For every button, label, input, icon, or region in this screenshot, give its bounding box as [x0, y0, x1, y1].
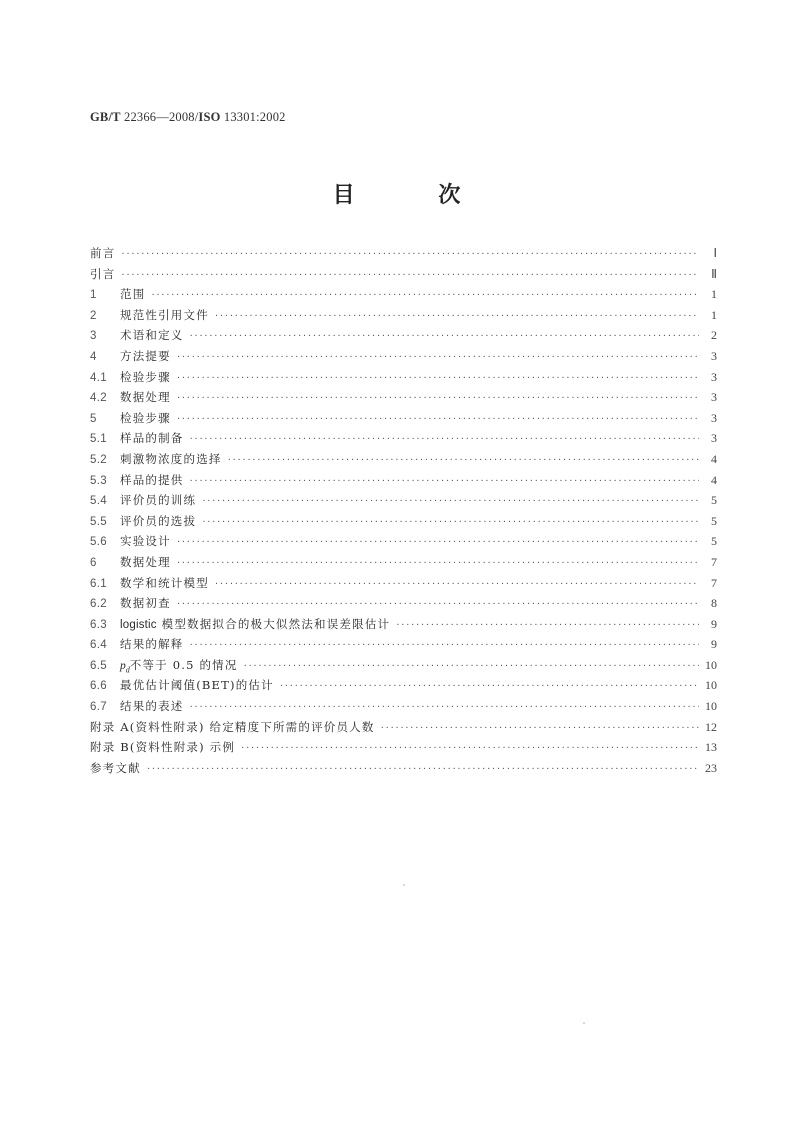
toc-entry-page-number: 4	[711, 472, 717, 487]
dot-leader	[121, 245, 699, 266]
toc-entry-label-text: 检验步骤	[120, 369, 171, 384]
toc-entry[interactable]	[90, 614, 717, 635]
toc-entry-label	[120, 387, 171, 408]
toc-entry-label-text: 结果的表述	[120, 699, 184, 714]
dot-leader	[151, 286, 699, 307]
toc-entry-label	[120, 675, 274, 696]
toc-entry-number: 6	[90, 556, 97, 569]
toc-entry-number: 4	[90, 350, 97, 363]
toc-entry-page-number: Ⅱ	[711, 266, 717, 281]
toc-entry-number: 3	[90, 330, 97, 343]
toc-entry-page-number: 9	[711, 637, 717, 652]
dot-leader	[177, 554, 699, 575]
toc-entry-number: 5.6	[90, 536, 107, 549]
toc-entry-page-number: 10	[705, 678, 717, 693]
toc-entry-page-number: 5	[711, 534, 717, 549]
toc-entry-page-number: 8	[711, 596, 717, 611]
toc-entry-label	[120, 634, 184, 655]
toc-entry-number: 6.5	[90, 659, 107, 672]
toc-entry[interactable]	[90, 490, 717, 511]
toc-entry[interactable]	[90, 634, 717, 655]
toc-entry[interactable]	[90, 758, 717, 779]
toc-entry-number: 2	[90, 309, 97, 322]
toc-entry-label-text: 不等于 0.5 的情况	[129, 657, 238, 672]
dot-leader	[396, 616, 699, 637]
toc-entry-page-number: 3	[711, 390, 717, 405]
toc-entry[interactable]	[90, 243, 717, 264]
toc-entry-label	[90, 758, 141, 779]
toc-entry-number: 5.4	[90, 495, 107, 508]
dot-leader	[147, 760, 699, 781]
standard-number-header	[90, 110, 286, 125]
toc-entry-label	[120, 552, 171, 573]
dot-leader	[177, 533, 699, 554]
dot-leader	[381, 719, 699, 740]
toc-entry[interactable]	[90, 284, 717, 305]
toc-entry-label-text: 样品的提供	[120, 472, 184, 487]
toc-entry[interactable]	[90, 408, 717, 429]
toc-entry[interactable]	[90, 325, 717, 346]
toc-entry[interactable]	[90, 696, 717, 717]
toc-entry-label-text: 样品的制备	[120, 431, 184, 446]
toc-entry-label-text: 参考文献	[90, 760, 141, 775]
toc-entry-number: 4.1	[90, 371, 107, 384]
toc-entry-page-number: 23	[705, 760, 717, 775]
toc-entry-label-subscript: d	[125, 665, 130, 675]
toc-entry-page-number: 3	[711, 431, 717, 446]
toc-entry-number: 5	[90, 412, 97, 425]
toc-entry[interactable]	[90, 552, 717, 573]
toc-entry-label-latin: logistic	[120, 618, 157, 631]
table-of-contents	[90, 243, 717, 778]
toc-entry[interactable]	[90, 717, 717, 738]
toc-entry-page-number: 5	[711, 493, 717, 508]
dot-leader	[202, 492, 699, 513]
toc-entry[interactable]	[90, 593, 717, 614]
dot-leader	[177, 410, 699, 431]
dot-leader	[215, 575, 699, 596]
toc-entry-page-number: 12	[705, 719, 717, 734]
toc-entry-page-number: 5	[711, 513, 717, 528]
toc-entry-label-text: 引言	[90, 266, 116, 281]
toc-entry-number: 6.7	[90, 701, 107, 714]
toc-entry-label	[90, 243, 115, 264]
toc-entry[interactable]	[90, 737, 717, 758]
toc-entry-label-text: 评价员的训练	[120, 493, 197, 508]
dot-leader	[202, 513, 699, 534]
toc-entry-page-number: 13	[705, 740, 717, 755]
toc-entry-page-number: 1	[711, 287, 717, 302]
toc-entry-page-number: 9	[711, 616, 717, 631]
toc-entry-page-number: Ⅰ	[713, 246, 717, 260]
toc-entry[interactable]	[90, 531, 717, 552]
toc-entry[interactable]	[90, 346, 717, 367]
toc-entry-label-variable: p	[120, 659, 126, 672]
toc-entry-label-text: 附录 A(资料性附录) 给定精度下所需的评价员人数	[90, 719, 375, 734]
toc-entry-label-text: 最优估计阈值(BET)的估计	[120, 678, 274, 693]
toc-entry-page-number: 4	[711, 451, 717, 466]
toc-entry-label	[120, 593, 171, 614]
dot-leader	[244, 657, 699, 678]
dot-leader	[177, 348, 699, 369]
toc-entry[interactable]	[90, 449, 717, 470]
toc-entry-label-text: 评价员的选拔	[120, 513, 197, 528]
page-title: 目 次	[332, 183, 499, 208]
toc-entry-label-text: 范围	[120, 287, 146, 302]
dot-leader	[190, 698, 700, 719]
toc-entry[interactable]	[90, 511, 717, 532]
toc-entry-label-text: 检验步骤	[120, 410, 171, 425]
toc-entry-label-text: 数学和统计模型	[120, 575, 209, 590]
toc-entry-label-text: 附录 B(资料性附录) 示例	[90, 740, 236, 755]
toc-entry[interactable]	[90, 387, 717, 408]
toc-entry-label	[120, 470, 184, 491]
toc-entry-number: 5.5	[90, 515, 107, 528]
toc-entry-number: 6.3	[90, 618, 107, 631]
dot-leader	[177, 389, 699, 410]
toc-entry-label	[120, 284, 145, 305]
toc-entry-page-number: 7	[711, 554, 717, 569]
toc-entry-number: 5.3	[90, 474, 107, 487]
toc-entry-number: 4.2	[90, 392, 107, 405]
iso-number: 13301:2002	[220, 110, 286, 124]
toc-entry-number: 5.1	[90, 433, 107, 446]
dot-leader	[215, 307, 699, 328]
toc-entry-page-number: 7	[711, 575, 717, 590]
toc-entry-page-number: 2	[711, 328, 717, 343]
toc-entry-page-number: 3	[711, 410, 717, 425]
toc-entry-page-number: 10	[705, 699, 717, 714]
toc-entry-label	[120, 531, 171, 552]
toc-entry-label-text: 前言	[90, 246, 116, 260]
toc-entry-number: 5.2	[90, 453, 107, 466]
dot-leader	[177, 595, 699, 616]
toc-entry-label	[120, 346, 171, 367]
toc-entry-label	[120, 428, 184, 449]
toc-entry-label	[120, 614, 390, 636]
toc-entry-label-text: 数据处理	[120, 390, 171, 405]
toc-entry-label	[120, 490, 196, 511]
toc-entry-label	[120, 408, 171, 429]
dot-leader	[190, 636, 700, 657]
toc-entry-label	[120, 573, 209, 594]
scan-speck	[403, 884, 405, 886]
toc-entry-label	[90, 737, 235, 758]
toc-entry[interactable]	[90, 264, 717, 285]
dot-leader	[241, 739, 699, 760]
toc-entry-label	[120, 449, 222, 470]
dot-leader	[177, 369, 699, 390]
toc-entry-label	[120, 305, 209, 326]
toc-entry-label-text: 结果的解释	[120, 637, 184, 652]
toc-entry-label-text: 方法提要	[120, 348, 171, 363]
dot-leader	[190, 430, 700, 451]
iso-code: ISO	[198, 110, 221, 124]
toc-entry-label-text: 数据处理	[120, 554, 171, 569]
toc-entry[interactable]	[90, 655, 717, 676]
scan-speck	[583, 1022, 585, 1024]
toc-entry-page-number: 3	[711, 348, 717, 363]
toc-entry-number: 6.2	[90, 598, 107, 611]
toc-entry-page-number: 3	[711, 369, 717, 384]
std-code: GB/T	[90, 110, 121, 124]
std-number: 22366—2008/	[120, 110, 199, 124]
toc-entry-label	[120, 696, 184, 717]
dot-leader	[228, 451, 699, 472]
toc-entry-number: 6.4	[90, 639, 107, 652]
toc-entry-label-text: 实验设计	[120, 534, 171, 549]
toc-entry-page-number: 10	[705, 657, 717, 672]
toc-entry-label-text: 数据初查	[120, 596, 171, 611]
toc-entry[interactable]	[90, 305, 717, 326]
toc-entry-number: 1	[90, 289, 97, 302]
toc-entry-number: 6.1	[90, 577, 107, 590]
toc-entry[interactable]	[90, 675, 717, 696]
toc-entry[interactable]	[90, 428, 717, 449]
toc-entry-label-text: 模型数据拟合的极大似然法和误差限估计	[156, 616, 391, 631]
toc-entry-page-number: 1	[711, 307, 717, 322]
dot-leader	[190, 327, 700, 348]
toc-entry[interactable]	[90, 367, 717, 388]
dot-leader	[190, 472, 700, 493]
toc-entry[interactable]	[90, 470, 717, 491]
dot-leader	[121, 266, 699, 287]
toc-entry-label	[120, 367, 171, 388]
dot-leader	[280, 677, 699, 698]
toc-entry-label	[90, 264, 115, 285]
toc-entry[interactable]	[90, 573, 717, 594]
toc-entry-label-text: 规范性引用文件	[120, 307, 209, 322]
toc-entry-label	[120, 325, 184, 346]
toc-entry-label	[90, 717, 375, 738]
toc-entry-label-text: 术语和定义	[120, 328, 184, 343]
toc-entry-label-text: 刺激物浓度的选择	[120, 451, 222, 466]
toc-entry-label	[120, 511, 196, 532]
toc-entry-number: 6.6	[90, 680, 107, 693]
